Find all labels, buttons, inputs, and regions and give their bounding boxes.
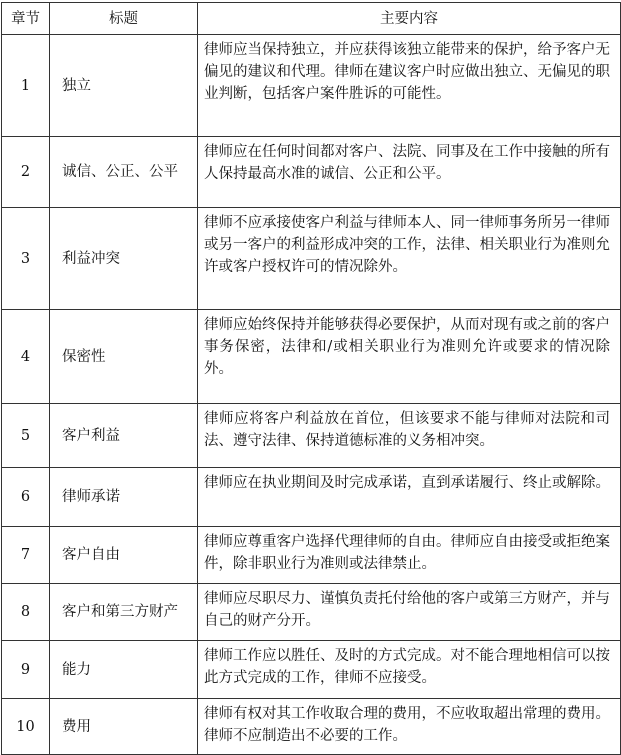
row-content: 律师应尊重客户选择代理律师的自由。律师应自由接受或拒绝案件，除非职业行为准则或法律禁止。 bbox=[198, 527, 621, 584]
row-content: 律师应当保持独立，并应获得该独立能带来的保护，给予客户无偏见的建议和代理。律师在建议客户时应做出独立、无偏见的职业判断，包括客户案件胜诉的可能性。 bbox=[198, 35, 621, 137]
row-content: 律师应尽职尽力、谨慎负责托付给他的客户或第三方财产，并与自己的财产分开。 bbox=[198, 584, 621, 641]
row-content: 律师应在执业期间及时完成承诺，直到承诺履行、终止或解除。 bbox=[198, 468, 621, 527]
row-title: 独立 bbox=[50, 35, 198, 137]
row-content: 律师应在任何时间都对客户、法院、同事及在工作中接触的所有人保持最高水准的诚信、公正和公平。 bbox=[198, 137, 621, 208]
row-chapter: 10 bbox=[2, 699, 50, 755]
table-row bbox=[2, 699, 621, 755]
header-content: 主要内容 bbox=[198, 3, 621, 35]
row-chapter: 9 bbox=[2, 641, 50, 699]
row-title: 客户和第三方财产 bbox=[50, 584, 198, 641]
table-row bbox=[2, 35, 621, 137]
row-chapter: 7 bbox=[2, 527, 50, 584]
table-row bbox=[2, 137, 621, 208]
row-chapter: 3 bbox=[2, 208, 50, 310]
table-row bbox=[2, 404, 621, 468]
row-chapter: 1 bbox=[2, 35, 50, 137]
row-chapter: 6 bbox=[2, 468, 50, 527]
row-title: 利益冲突 bbox=[50, 208, 198, 310]
row-title: 能力 bbox=[50, 641, 198, 699]
header-chapter: 章节 bbox=[2, 3, 50, 35]
row-title: 客户利益 bbox=[50, 404, 198, 468]
row-content: 律师工作应以胜任、及时的方式完成。对不能合理地相信可以按此方式完成的工作，律师不应接受。 bbox=[198, 641, 621, 699]
table-row bbox=[2, 527, 621, 584]
table-row bbox=[2, 310, 621, 404]
row-title: 保密性 bbox=[50, 310, 198, 404]
row-chapter: 8 bbox=[2, 584, 50, 641]
table-row bbox=[2, 584, 621, 641]
principles-table bbox=[1, 2, 621, 755]
row-title: 诚信、公正、公平 bbox=[50, 137, 198, 208]
row-chapter: 2 bbox=[2, 137, 50, 208]
row-title: 律师承诺 bbox=[50, 468, 198, 527]
table-row bbox=[2, 468, 621, 527]
row-content: 律师不应承接使客户利益与律师本人、同一律师事务所另一律师或另一客户的利益形成冲突的工作，法律、相关职业行为准则允许或客户授权许可的情况除外。 bbox=[198, 208, 621, 310]
row-chapter: 4 bbox=[2, 310, 50, 404]
table-header-row bbox=[2, 3, 621, 35]
row-content: 律师应始终保持并能够获得必要保护，从而对现有或之前的客户事务保密，法律和/或相关职业行为准则允许或要求的情况除外。 bbox=[198, 310, 621, 404]
row-title: 费用 bbox=[50, 699, 198, 755]
row-chapter: 5 bbox=[2, 404, 50, 468]
row-content: 律师应将客户利益放在首位，但该要求不能与律师对法院和司法、遵守法律、保持道德标准的义务相冲突。 bbox=[198, 404, 621, 468]
table-row bbox=[2, 641, 621, 699]
header-title: 标题 bbox=[50, 3, 198, 35]
row-title: 客户自由 bbox=[50, 527, 198, 584]
table-row bbox=[2, 208, 621, 310]
row-content: 律师有权对其工作收取合理的费用，不应收取超出常理的费用。律师不应制造出不必要的工作。 bbox=[198, 699, 621, 755]
